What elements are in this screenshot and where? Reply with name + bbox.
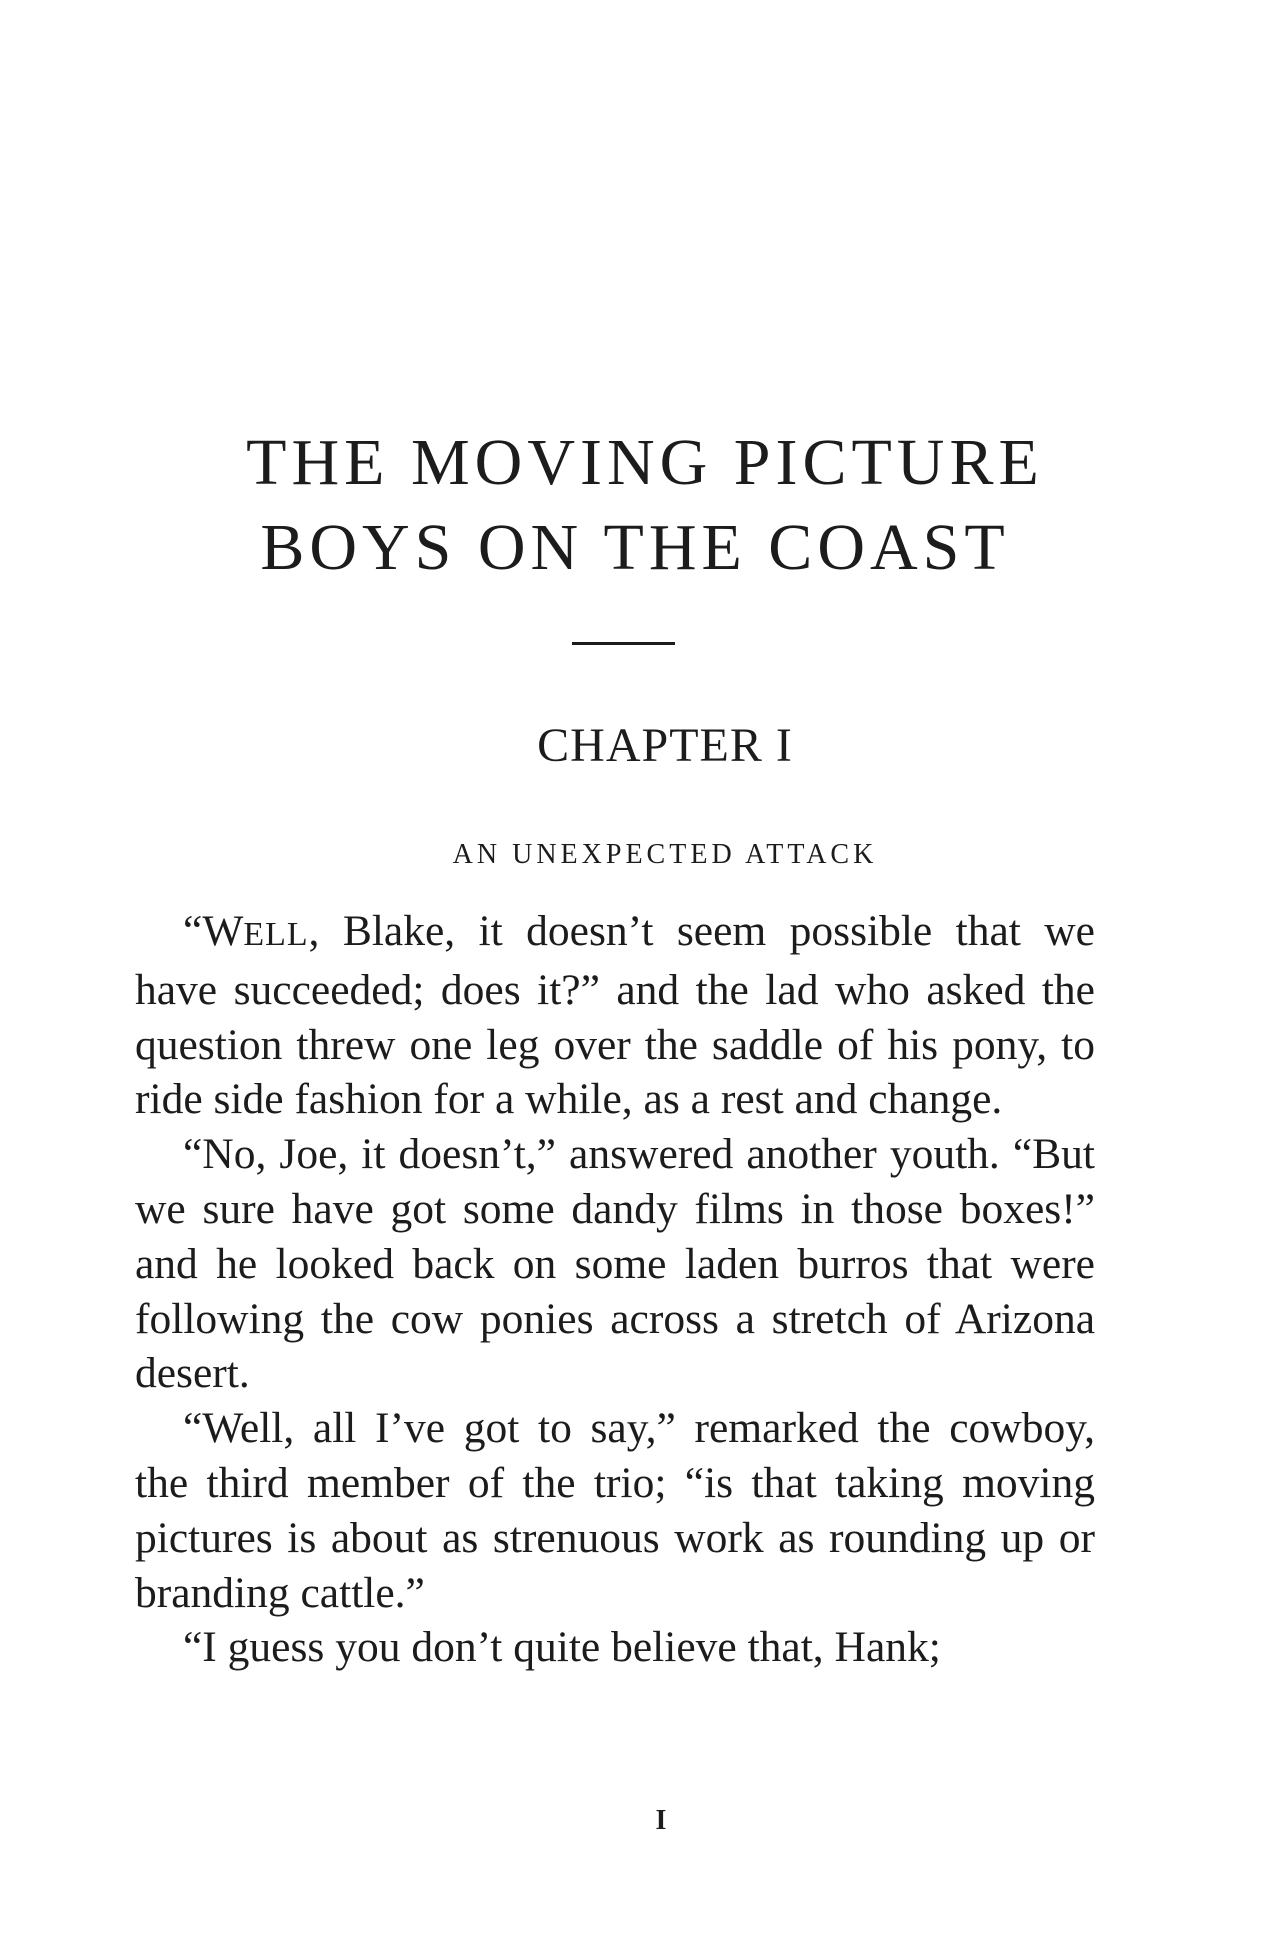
paragraph	[135, 1401, 1095, 1620]
paragraph-text: “No, Joe, it doesn’t,” answered another youth. “But we sure have got some dandy films in those boxes!” and he looked back on some laden burros that were following the cow ponies across a stretch of Arizona desert.	[135, 1130, 1095, 1398]
title-divider-rule	[572, 642, 675, 645]
paragraph	[135, 904, 1095, 1127]
paragraph	[135, 1620, 1095, 1675]
chapter-body	[135, 904, 1095, 1675]
paragraph	[135, 1127, 1095, 1401]
book-title-line-2: BOYS ON THE COAST	[260, 511, 1010, 584]
page-number: I	[655, 1805, 667, 1836]
paragraph-text: “Well, all I’ve got to say,” remarked the cowboy, the third member of the trio; “is that taking moving pictures is about as strenuous work as rounding up or branding cattle.”	[135, 1404, 1095, 1617]
paragraph-text: “I guess you don’t quite believe that, Hank;	[183, 1623, 941, 1672]
opening-quote: “	[183, 907, 203, 955]
drop-word-capital: W	[202, 907, 244, 955]
chapter-title: AN UNEXPECTED ATTACK	[452, 839, 878, 870]
drop-word-small-caps: ELL	[243, 916, 309, 953]
paragraph-text: , Blake, it doesn’t seem possible that we have succeeded; does it?” and the lad who asked the question threw one leg over the saddle of his pony, to ride side fashion for a while, as a rest and change.	[135, 907, 1095, 1124]
book-title-line-1: THE MOVING PICTURE	[246, 426, 1044, 499]
chapter-number: CHAPTER I	[537, 719, 793, 772]
